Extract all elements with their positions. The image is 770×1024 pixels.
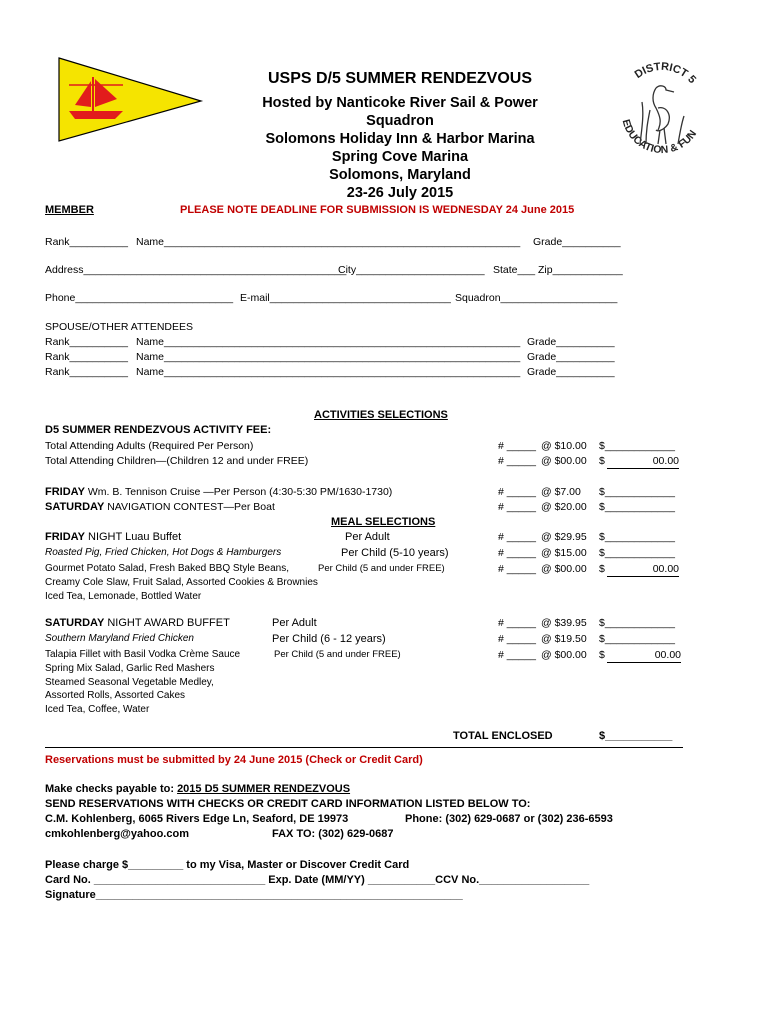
spouse-grade-field[interactable]: Grade__________ — [527, 336, 615, 348]
saturday-nav-label — [45, 501, 275, 513]
spouse-name-field[interactable]: Name_____________________________________________________________ — [136, 336, 521, 348]
friday-child-price: @ $15.00 — [541, 547, 587, 559]
spouse-rank-field[interactable]: Rank__________ — [45, 351, 128, 363]
saturday-small-child-count[interactable]: # _____ — [498, 649, 536, 661]
host-line: Hosted by Nanticoke River Sail & Power — [262, 95, 538, 111]
friday-menu-line: Iced Tea, Lemonade, Bottled Water — [45, 591, 202, 602]
friday-cruise-total[interactable]: $____________ — [599, 486, 675, 498]
spouse-grade-field[interactable]: Grade__________ — [527, 366, 615, 378]
marina-line: Spring Cove Marina — [331, 149, 469, 165]
saturday-buffet-day: SATURDAY — [45, 617, 105, 629]
page-title: USPS D/5 SUMMER RENDEZVOUS — [267, 70, 533, 87]
activities-heading: ACTIVITIES SELECTIONS — [314, 409, 448, 421]
mailing-address: C.M. Kohlenberg, 6065 Rivers Edge Ln, Seaford, DE 19973 — [45, 813, 349, 825]
friday-cruise-count[interactable]: # _____ — [498, 486, 536, 498]
friday-adult-count[interactable]: # _____ — [498, 531, 536, 543]
spouse-rank-field[interactable]: Rank__________ — [45, 336, 128, 348]
spouse-name-field[interactable]: Name_____________________________________________________________ — [136, 366, 521, 378]
svg-text:DISTRICT 5: DISTRICT 5 — [632, 60, 699, 87]
member-address-field[interactable]: Address_____________________________________________ — [45, 264, 347, 276]
friday-small-child-dollar: $ — [599, 563, 605, 575]
member-rank-field[interactable]: Rank__________ — [45, 236, 128, 248]
adults-fee-total[interactable]: $____________ — [599, 440, 675, 452]
card-number-field[interactable]: Card No. ____________________________ Exp. Date (MM/YY) ___________CCV No.__________________ — [45, 874, 590, 886]
friday-cruise-label — [45, 486, 392, 498]
saturday-child-label: Per Child (6 - 12 years) — [272, 633, 386, 645]
date-line: 23-26 July 2015 — [346, 185, 454, 201]
adults-fee-price: @ $10.00 — [541, 440, 587, 452]
friday-child-total[interactable]: $____________ — [599, 547, 675, 559]
member-state-field[interactable]: State___ — [493, 264, 536, 276]
spouse-grade-field[interactable]: Grade__________ — [527, 351, 615, 363]
section-divider — [45, 747, 683, 748]
children-fee-count[interactable]: # _____ — [498, 455, 536, 467]
saturday-nav-price: @ $20.00 — [541, 501, 587, 513]
friday-cruise-price: @ $7.00 — [541, 486, 581, 498]
saturday-adult-total[interactable]: $____________ — [599, 617, 675, 629]
friday-small-child-label: Per Child (5 and under FREE) — [318, 563, 445, 574]
saturday-small-child-label: Per Child (5 and under FREE) — [274, 649, 401, 660]
friday-small-child-count[interactable]: # _____ — [498, 563, 536, 575]
adults-fee-count[interactable]: # _____ — [498, 440, 536, 452]
saturday-child-total[interactable]: $____________ — [599, 633, 675, 645]
total-enclosed-field[interactable]: $___________ — [599, 730, 673, 742]
friday-child-count[interactable]: # _____ — [498, 547, 536, 559]
saturday-menu-line: Spring Mix Salad, Garlic Red Mashers — [45, 663, 215, 674]
spouse-rank-field[interactable]: Rank__________ — [45, 366, 128, 378]
children-fee-price: @ $00.00 — [541, 455, 587, 467]
friday-child-label: Per Child (5-10 years) — [341, 547, 449, 559]
friday-day: FRIDAY — [45, 486, 85, 498]
signature-field[interactable]: Signature____________________________________________________________ — [45, 889, 463, 901]
saturday-nav-text: NAVIGATION CONTEST—Per Boat — [104, 501, 275, 513]
friday-adult-price: @ $29.95 — [541, 531, 587, 543]
saturday-small-child-total[interactable]: 00.00 — [607, 649, 681, 663]
saturday-child-count[interactable]: # _____ — [498, 633, 536, 645]
host-line-2: Squadron — [366, 113, 434, 129]
saturday-day: SATURDAY — [45, 501, 105, 513]
burgee-flag-logo — [55, 55, 205, 145]
friday-adult-label: Per Adult — [345, 531, 390, 543]
saturday-menu-line: Assorted Rolls, Assorted Cakes — [45, 690, 186, 701]
meal-selections-heading: MEAL SELECTIONS — [331, 516, 436, 528]
saturday-buffet-text: NIGHT AWARD BUFFET — [104, 617, 230, 629]
member-grade-field[interactable]: Grade__________ — [533, 236, 621, 248]
friday-menu-line: Gourmet Potato Salad, Fresh Baked BBQ Style Beans, — [45, 563, 290, 574]
friday-menu-line: Creamy Cole Slaw, Fruit Salad, Assorted Cookies & Brownies — [45, 577, 318, 588]
children-fee-label: Total Attending Children—(Children 12 and under FREE) — [45, 455, 309, 467]
friday-cruise-text: Wm. B. Tennison Cruise —Per Person (4:30-5:30 PM/1630-1730) — [84, 486, 393, 498]
saturday-menu-line: Talapia Fillet with Basil Vodka Crème Sauce — [45, 649, 241, 660]
member-heading: MEMBER — [45, 204, 94, 216]
member-squadron-field[interactable]: Squadron____________________ — [455, 292, 618, 304]
payable-to: 2015 D5 SUMMER RENDEZVOUS — [177, 783, 351, 795]
district-5-logo — [612, 58, 712, 158]
member-name-field[interactable]: Name_____________________________________________________________ — [136, 236, 521, 248]
children-fee-total[interactable]: 00.00 — [607, 455, 679, 469]
contact-email[interactable]: cmkohlenberg@yahoo.com — [45, 828, 189, 840]
saturday-small-child-dollar: $ — [599, 649, 605, 661]
reservation-note: Reservations must be submitted by 24 June 2015 (Check or Credit Card) — [45, 754, 423, 766]
contact-phone: Phone: (302) 629-0687 or (302) 236-6593 — [405, 813, 613, 825]
saturday-menu-line: Iced Tea, Coffee, Water — [45, 704, 150, 715]
friday-menu-italic: Roasted Pig, Fried Chicken, Hot Dogs & Hamburgers — [45, 547, 282, 558]
charge-amount-field[interactable]: Please charge $_________ to my Visa, Master or Discover Credit Card — [45, 859, 410, 871]
member-phone-field[interactable]: Phone___________________________ — [45, 292, 234, 304]
children-fee-dollar: $ — [599, 455, 605, 467]
send-line: SEND RESERVATIONS WITH CHECKS OR CREDIT CARD INFORMATION LISTED BELOW TO: — [45, 798, 531, 810]
spouse-heading: SPOUSE/OTHER ATTENDEES — [45, 321, 193, 333]
friday-luau-day: FRIDAY — [45, 531, 85, 543]
venue-line: Solomons Holiday Inn & Harbor Marina — [265, 131, 535, 147]
spouse-name-field[interactable]: Name_____________________________________________________________ — [136, 351, 521, 363]
friday-small-child-price: @ $00.00 — [541, 563, 587, 575]
friday-luau-title — [45, 531, 181, 543]
saturday-child-price: @ $19.50 — [541, 633, 587, 645]
svg-text:EDUCATION & FUN: EDUCATION & FUN — [619, 118, 700, 157]
saturday-adult-count[interactable]: # _____ — [498, 617, 536, 629]
friday-small-child-total[interactable]: 00.00 — [607, 563, 679, 577]
activity-fee-heading: D5 SUMMER RENDEZVOUS ACTIVITY FEE: — [45, 424, 272, 436]
friday-adult-total[interactable]: $____________ — [599, 531, 675, 543]
adults-fee-label: Total Attending Adults (Required Per Person) — [45, 440, 254, 452]
saturday-adult-price: @ $39.95 — [541, 617, 587, 629]
member-city-field[interactable]: City______________________ — [338, 264, 485, 276]
saturday-buffet-title — [45, 617, 230, 629]
saturday-adult-label: Per Adult — [272, 617, 317, 629]
saturday-nav-total[interactable]: $____________ — [599, 501, 675, 513]
deadline-note: PLEASE NOTE DEADLINE FOR SUBMISSION IS WEDNESDAY 24 June 2015 — [180, 204, 575, 216]
friday-luau-text: NIGHT Luau Buffet — [84, 531, 182, 543]
saturday-menu-line: Steamed Seasonal Vegetable Medley, — [45, 677, 214, 688]
total-enclosed-label: TOTAL ENCLOSED — [453, 730, 553, 742]
saturday-menu-italic: Southern Maryland Fried Chicken — [45, 633, 194, 644]
payable-prefix: Make checks payable to: — [45, 783, 178, 795]
fax-number: FAX TO: (302) 629-0687 — [272, 828, 394, 840]
member-email-field[interactable]: E-mail_______________________________ — [240, 292, 451, 304]
saturday-small-child-price: @ $00.00 — [541, 649, 587, 661]
location-line: Solomons, Maryland — [329, 167, 471, 183]
member-zip-field[interactable]: Zip____________ — [538, 264, 623, 276]
saturday-nav-count[interactable]: # _____ — [498, 501, 536, 513]
payable-line — [45, 783, 350, 795]
